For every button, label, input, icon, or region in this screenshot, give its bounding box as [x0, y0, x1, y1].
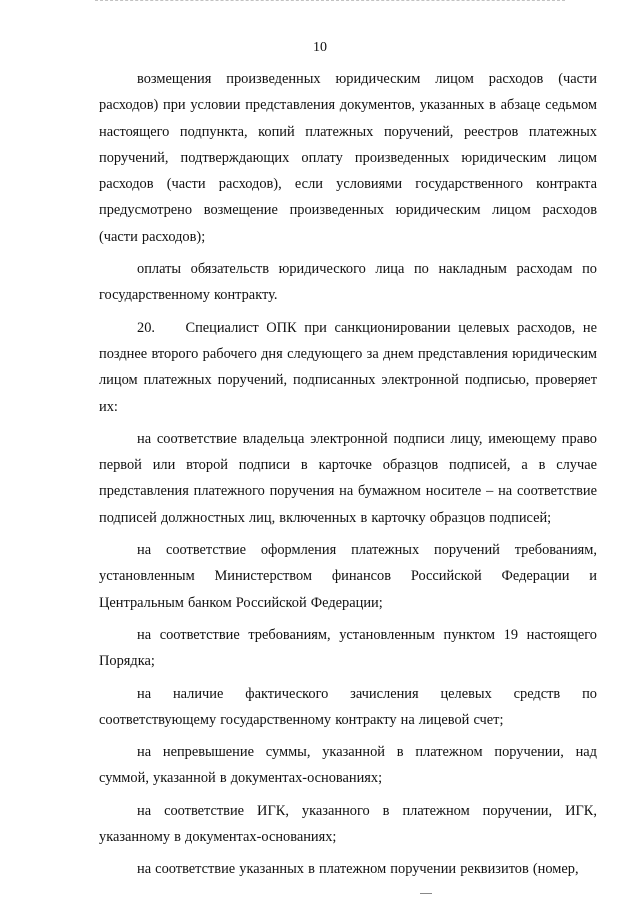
paragraph-igk-check: на соответствие ИГК, указанного в платежном поручении, ИГК, указанному в документах-основаниях;: [99, 802, 597, 846]
paragraph-signature-check: на соответствие владельца электронной подписи лицу, имеющему право первой или второй подписи в карточке образцов подписей, а в случае представления платежного поручения на бумажном носителе – на соответствие подписей должностных лиц, включенных в карточку образцов подписей;: [99, 430, 597, 526]
page-number: 10: [313, 40, 327, 55]
paragraph-reimbursement: возмещения произведенных юридическим лицом расходов (части расходов) при условии представления документов, указанных в абзаце седьмом настоящего подпункта, копий платежных поручений, реестров платежных поручений, подтверждающих оплату произведенных юридическим лицом расходов (части расходов), если условиями государственного контракта предусмотрено возмещение произведенных юридическим лицом расходов (части расходов);: [99, 71, 597, 245]
paragraph-funds-check: на наличие фактического зачисления целевых средств по соответствующему государственному контракту на лицевой счет;: [99, 685, 597, 728]
paragraph-amount-check: на непревышение суммы, указанной в платежном поручении, над суммой, указанной в документах-основаниях;: [99, 744, 597, 787]
scan-top-edge-marks: [95, 0, 565, 7]
paragraph-requisites-check: на соответствие указанных в платежном поручении реквизитов (номер,: [137, 861, 579, 878]
scan-bottom-mark: [420, 893, 432, 894]
paragraph-item-20: 20. Специалист ОПК при санкционировании целевых расходов, не позднее второго рабочего дня следующего за днем представления юридическим лицом платежных поручений, подписанных электронной подписью, проверяет их:: [99, 319, 597, 415]
document-body: [99, 66, 597, 889]
paragraph-item-19-check: на соответствие требованиям, установленным пунктом 19 настоящего Порядка;: [99, 626, 597, 670]
paragraph-format-check: на соответствие оформления платежных поручений требованиям, установленным Министерством финансов Российской Федерации и Центральным банком Российской Федерации;: [99, 542, 597, 611]
paragraph-overhead-payment: оплаты обязательств юридического лица по накладным расходам по государственному контракту.: [99, 261, 597, 304]
